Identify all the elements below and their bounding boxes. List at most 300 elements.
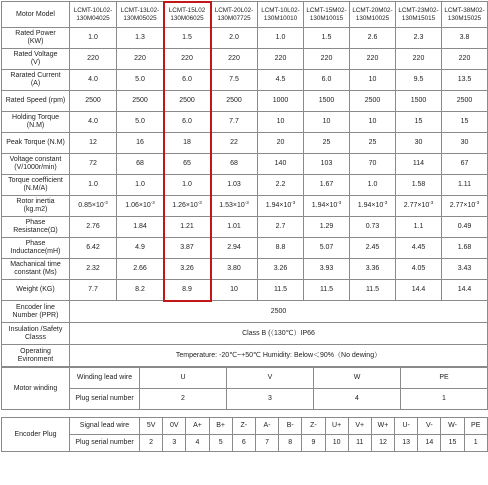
value-cell — [70, 196, 117, 217]
exponent-text: -3 — [383, 200, 388, 205]
plug-cell: 5 — [209, 435, 232, 452]
motor-spec-sheet — [1, 1, 487, 452]
winding-table — [1, 367, 488, 410]
plug-cell: 1 — [464, 435, 487, 452]
value-cell — [396, 91, 442, 112]
winding-wire-row — [2, 368, 488, 389]
value-text: 2500 — [226, 97, 242, 104]
value-cell — [117, 217, 164, 238]
model-name-text: 130M04025 — [76, 14, 110, 22]
signal-cell: PE — [464, 418, 487, 435]
value-text: 4.45 — [411, 244, 426, 251]
row-label-text: (N.M/A) — [23, 185, 48, 192]
value-cell — [350, 91, 396, 112]
value-text: 5.0 — [135, 76, 145, 83]
value-text: 2.94 — [227, 244, 241, 251]
value-text: 3.93 — [319, 265, 334, 272]
exponent-text: -3 — [337, 200, 342, 205]
row-label — [2, 133, 70, 154]
row-label-text: Evironment — [17, 355, 54, 363]
value-text: 1.0 — [88, 181, 98, 188]
value-cell — [396, 217, 442, 238]
value-text: 220 — [228, 55, 240, 62]
value-text: 220 — [320, 55, 333, 62]
plug-cell: 15 — [441, 435, 464, 452]
value-text: 22 — [230, 139, 238, 146]
exponent-text: -3 — [475, 200, 480, 205]
wire-cell: W — [314, 368, 401, 389]
row-label-text: Resistance(Ω) — [13, 227, 58, 234]
value-text: 10 — [368, 118, 377, 125]
model-name-text: LCMT-10L02- — [73, 7, 113, 14]
model-name-text: LCMT-15M02- — [306, 7, 347, 14]
row-label-text: Inductance(mH) — [10, 248, 61, 255]
value-text: 1.67 — [319, 181, 334, 188]
value-cell — [350, 28, 396, 49]
value-text: 140 — [274, 160, 287, 167]
value-cell — [211, 175, 258, 196]
row-label — [2, 175, 70, 196]
row-label-text: Holding Torque — [12, 114, 59, 121]
value-text: 1.01 — [227, 223, 241, 230]
spec-row — [2, 133, 488, 154]
value-text: 65 — [183, 160, 191, 167]
plug-cell: 7 — [255, 435, 278, 452]
row-label-text: Insulation /Safety — [8, 325, 63, 333]
row-label — [2, 238, 70, 259]
spanned-value: 2500 — [70, 301, 488, 323]
value-text: 70 — [368, 160, 377, 167]
value-cell — [211, 196, 258, 217]
value-text: 3.26 — [273, 265, 288, 272]
exponent-text: -3 — [244, 200, 249, 205]
value-cell — [258, 175, 304, 196]
value-cell — [258, 238, 304, 259]
value-text: 1.0 — [135, 181, 145, 188]
row-label-text: (KW) — [27, 38, 44, 45]
value-text: 3.8 — [459, 34, 470, 41]
plug-cell: 3 — [227, 389, 314, 410]
value-text: 14.4 — [457, 286, 472, 293]
value-cell — [70, 280, 117, 301]
wire-cell: U — [140, 368, 227, 389]
row-label — [2, 91, 70, 112]
row-label-text: Voltage constant — [9, 156, 62, 163]
value-text: 3.87 — [180, 244, 194, 251]
value-cell — [258, 49, 304, 70]
value-cell — [350, 175, 396, 196]
value-cell — [442, 175, 488, 196]
value-text: 72 — [89, 160, 97, 167]
plug-cell: 11 — [348, 435, 371, 452]
value-text: 6.0 — [182, 118, 192, 125]
row-label — [2, 301, 70, 323]
signal-cell: V- — [418, 418, 441, 435]
value-text: 30 — [414, 139, 423, 146]
value-cell — [164, 91, 211, 112]
value-cell — [258, 217, 304, 238]
value-cell — [211, 217, 258, 238]
row-label-text: Phase — [25, 240, 46, 247]
exponent-text: -3 — [429, 200, 434, 205]
spec-row — [2, 175, 488, 196]
value-text: 1.1 — [413, 223, 424, 230]
value-text: 2500 — [132, 97, 148, 104]
value-cell — [70, 238, 117, 259]
value-cell — [164, 70, 211, 91]
value-cell — [442, 196, 488, 217]
value-cell — [304, 91, 350, 112]
value-cell — [304, 280, 350, 301]
value-text: 68 — [230, 160, 238, 167]
value-text: 7.5 — [229, 76, 239, 83]
value-text: 1.0 — [275, 34, 286, 41]
value-text: 1.11 — [457, 181, 472, 188]
encoder-plug-table — [1, 417, 488, 452]
model-name-cell — [211, 2, 258, 28]
value-text: 68 — [136, 160, 144, 167]
value-text: 1.21 — [180, 223, 194, 230]
value-text: 2.76 — [86, 223, 100, 230]
value-cell — [70, 217, 117, 238]
model-name-text: 130M05025 — [123, 14, 157, 22]
model-name-text: LCMT-15L02 — [168, 7, 206, 14]
spec-row — [2, 91, 488, 112]
plug-cell: 4 — [186, 435, 209, 452]
value-text: 16 — [136, 139, 144, 146]
row-label — [2, 28, 70, 49]
row-label-text: Rated Voltage — [13, 51, 58, 58]
value-text: 2.0 — [229, 34, 239, 41]
row-label-text: Machanical time — [10, 261, 61, 268]
value-cell — [211, 91, 258, 112]
value-cell — [164, 154, 211, 175]
spec-rows — [2, 2, 488, 367]
value-cell — [211, 238, 258, 259]
value-cell — [396, 280, 442, 301]
model-header-row — [2, 2, 488, 28]
signal-cell: Z- — [232, 418, 255, 435]
signal-cell: A+ — [186, 418, 209, 435]
value-cell — [350, 133, 396, 154]
value-cell — [164, 112, 211, 133]
value-text: 1.26×10 — [172, 202, 198, 209]
value-cell — [258, 112, 304, 133]
value-cell — [442, 70, 488, 91]
encoder-plug-label: Encoder Plug — [2, 418, 70, 452]
value-text: 220 — [412, 55, 425, 62]
signal-cell: A- — [255, 418, 278, 435]
value-cell — [164, 28, 211, 49]
value-cell — [258, 154, 304, 175]
value-text: 1.0 — [88, 34, 98, 41]
wire-label: Winding lead wire — [70, 368, 140, 389]
value-cell — [442, 28, 488, 49]
motor-spec-table — [1, 1, 488, 367]
signal-cell: B- — [279, 418, 302, 435]
value-text: 11.5 — [273, 286, 288, 293]
value-text: 1.68 — [457, 244, 472, 251]
plug-cell: 9 — [302, 435, 325, 452]
value-cell — [350, 238, 396, 259]
value-text: 1.84 — [133, 223, 147, 230]
model-name-text: 130M10015 — [309, 14, 344, 22]
exponent-text: -3 — [150, 200, 155, 205]
value-cell — [117, 175, 164, 196]
value-text: 2500 — [85, 97, 101, 104]
value-cell — [258, 28, 304, 49]
value-text: 15 — [414, 118, 423, 125]
value-text: 1.94×10 — [357, 202, 384, 209]
value-text: 2.77×10 — [403, 202, 430, 209]
signal-cell: W- — [441, 418, 464, 435]
signal-label: Signal lead wire — [70, 418, 140, 435]
value-text: 3.36 — [365, 265, 380, 272]
plug-cell: 8 — [279, 435, 302, 452]
value-text: 6.42 — [86, 244, 100, 251]
value-cell — [70, 133, 117, 154]
row-label-text: Phase — [25, 219, 46, 226]
row-label-text: Peak Torque (N.M) — [6, 139, 65, 146]
value-text: 220 — [458, 55, 471, 62]
value-cell — [396, 49, 442, 70]
winding-rows — [2, 368, 488, 410]
row-label-text: Weight (KG) — [16, 286, 55, 293]
value-text: 30 — [460, 139, 469, 146]
value-text: 9.5 — [413, 76, 424, 83]
value-text: 1.94×10 — [311, 202, 338, 209]
value-cell — [164, 280, 211, 301]
encoder-plug-row — [2, 435, 488, 452]
plug-cell: 2 — [140, 435, 163, 452]
value-cell — [258, 196, 304, 217]
encoder-signal-row — [2, 418, 488, 435]
row-label-text: (N.M) — [26, 122, 45, 129]
row-label — [2, 70, 70, 91]
value-text: 4.05 — [411, 265, 426, 272]
plug-label: Plug serial number — [70, 389, 140, 410]
spec-row — [2, 70, 488, 91]
plug-cell: 6 — [232, 435, 255, 452]
plug-cell: 3 — [163, 435, 186, 452]
value-text: 220 — [274, 55, 287, 62]
value-cell — [70, 175, 117, 196]
value-text: 18 — [183, 139, 191, 146]
insulation-row — [2, 323, 488, 345]
row-label — [2, 49, 70, 70]
value-cell — [258, 91, 304, 112]
value-cell — [350, 217, 396, 238]
value-cell — [304, 49, 350, 70]
value-cell — [117, 112, 164, 133]
value-text: 7.7 — [88, 286, 98, 293]
exponent-text: -3 — [103, 200, 108, 205]
value-text: 0.85×10 — [78, 202, 104, 209]
row-label-text: Torque coefficient — [8, 177, 63, 184]
value-cell — [396, 112, 442, 133]
value-text: 7.7 — [229, 118, 239, 125]
value-cell — [304, 28, 350, 49]
plug-cell: 1 — [401, 389, 488, 410]
value-cell — [70, 154, 117, 175]
value-text: 114 — [412, 160, 425, 167]
model-name-cell — [304, 2, 350, 28]
value-cell — [304, 238, 350, 259]
model-name-text: LCMT-20L02- — [214, 7, 254, 14]
value-cell — [211, 70, 258, 91]
wire-cell: PE — [401, 368, 488, 389]
value-cell — [442, 280, 488, 301]
value-text: 11.5 — [365, 286, 380, 293]
value-text: 1.5 — [182, 34, 192, 41]
plug-cell: 12 — [371, 435, 394, 452]
model-name-text: 130M10010 — [263, 14, 298, 22]
model-name-text: LCMT-10L02- — [261, 7, 300, 14]
value-text: 2.6 — [367, 34, 378, 41]
winding-plug-row — [2, 389, 488, 410]
value-text: 25 — [322, 139, 331, 146]
value-text: 10 — [368, 76, 377, 83]
value-cell — [350, 112, 396, 133]
spec-row — [2, 196, 488, 217]
value-text: 2500 — [364, 97, 381, 104]
row-label-text: Number (PPR) — [12, 311, 59, 319]
value-text: 8.8 — [275, 244, 286, 251]
value-text: 2.66 — [133, 265, 147, 272]
value-text: 1.0 — [367, 181, 378, 188]
wire-cell: V — [227, 368, 314, 389]
model-name-cell — [442, 2, 488, 28]
signal-cell: 5V — [140, 418, 163, 435]
value-text: 0.49 — [457, 223, 472, 230]
value-cell — [350, 259, 396, 280]
value-text: 1.58 — [411, 181, 426, 188]
row-label — [2, 259, 70, 280]
model-name-text: 130M15025 — [447, 14, 482, 22]
spec-row — [2, 112, 488, 133]
signal-cell: 0V — [163, 418, 186, 435]
value-cell — [304, 217, 350, 238]
value-text: 3.80 — [227, 265, 241, 272]
value-cell — [117, 259, 164, 280]
value-cell — [396, 238, 442, 259]
value-cell — [442, 133, 488, 154]
value-cell — [350, 196, 396, 217]
value-text: 2.32 — [86, 265, 100, 272]
value-cell — [164, 217, 211, 238]
value-cell — [350, 70, 396, 91]
value-cell — [164, 49, 211, 70]
row-label-text: (A) — [30, 80, 41, 87]
model-name-text: LCMT-23M02- — [398, 7, 439, 14]
value-text: 6.0 — [182, 76, 192, 83]
spec-row — [2, 217, 488, 238]
spec-row — [2, 238, 488, 259]
signal-cell: Z- — [302, 418, 325, 435]
value-text: 2.7 — [275, 223, 286, 230]
value-cell — [396, 175, 442, 196]
value-cell — [442, 238, 488, 259]
value-cell — [304, 154, 350, 175]
model-name-text: LCMT-13L02- — [120, 7, 160, 14]
value-text: 4.5 — [275, 76, 286, 83]
row-label-text: Classs — [24, 333, 46, 341]
value-cell — [70, 91, 117, 112]
value-text: 1500 — [410, 97, 427, 104]
spec-row — [2, 28, 488, 49]
row-label — [2, 280, 70, 301]
model-name-text: LCMT-38M02- — [444, 7, 485, 14]
value-text: 1.0 — [182, 181, 192, 188]
value-cell — [164, 175, 211, 196]
signal-cell: U- — [395, 418, 418, 435]
value-cell — [304, 70, 350, 91]
value-text: 1.3 — [135, 34, 145, 41]
value-cell — [258, 70, 304, 91]
row-label-text: Rotor inertia — [16, 198, 55, 205]
model-name-text: 130M15015 — [401, 14, 436, 22]
signal-cell: W+ — [371, 418, 394, 435]
value-cell — [117, 49, 164, 70]
value-text: 3.43 — [457, 265, 472, 272]
value-cell — [396, 259, 442, 280]
exponent-text: -3 — [197, 200, 202, 205]
value-cell — [117, 91, 164, 112]
signal-cell: B+ — [209, 418, 232, 435]
encoder-line-row — [2, 301, 488, 323]
row-label-text: Rated Power — [15, 30, 56, 37]
value-cell — [211, 49, 258, 70]
value-text: 1000 — [272, 97, 289, 104]
row-label-text: Rated Speed (rpm) — [5, 97, 66, 104]
value-text: 4.0 — [88, 118, 98, 125]
value-text: 8.9 — [182, 286, 192, 293]
row-label — [2, 217, 70, 238]
row-label-text: (V/1000r/min) — [14, 164, 57, 171]
row-label-text: Encoder line — [16, 303, 55, 311]
value-text: 220 — [366, 55, 379, 62]
value-cell — [117, 70, 164, 91]
value-text: 2.3 — [413, 34, 424, 41]
value-text: 5.0 — [135, 118, 145, 125]
value-cell — [396, 154, 442, 175]
value-text: 1.5 — [321, 34, 332, 41]
value-text: 12 — [89, 139, 97, 146]
model-name-cell — [117, 2, 164, 28]
value-cell — [211, 154, 258, 175]
value-cell — [350, 154, 396, 175]
value-text: 2500 — [456, 97, 473, 104]
value-cell — [211, 112, 258, 133]
value-text: 13.5 — [457, 76, 472, 83]
environment-row — [2, 345, 488, 367]
value-cell — [304, 175, 350, 196]
value-cell — [117, 28, 164, 49]
value-text: 1.53×10 — [219, 202, 245, 209]
value-text: 1500 — [318, 97, 335, 104]
header-label: Motor Model — [2, 2, 70, 28]
value-cell — [117, 280, 164, 301]
value-cell — [396, 28, 442, 49]
value-cell — [350, 280, 396, 301]
value-text: 10 — [322, 118, 331, 125]
value-cell — [258, 280, 304, 301]
value-cell — [70, 259, 117, 280]
signal-cell: U+ — [325, 418, 348, 435]
row-label-text: (V) — [30, 59, 41, 66]
plug-cell: 14 — [418, 435, 441, 452]
spec-row — [2, 259, 488, 280]
